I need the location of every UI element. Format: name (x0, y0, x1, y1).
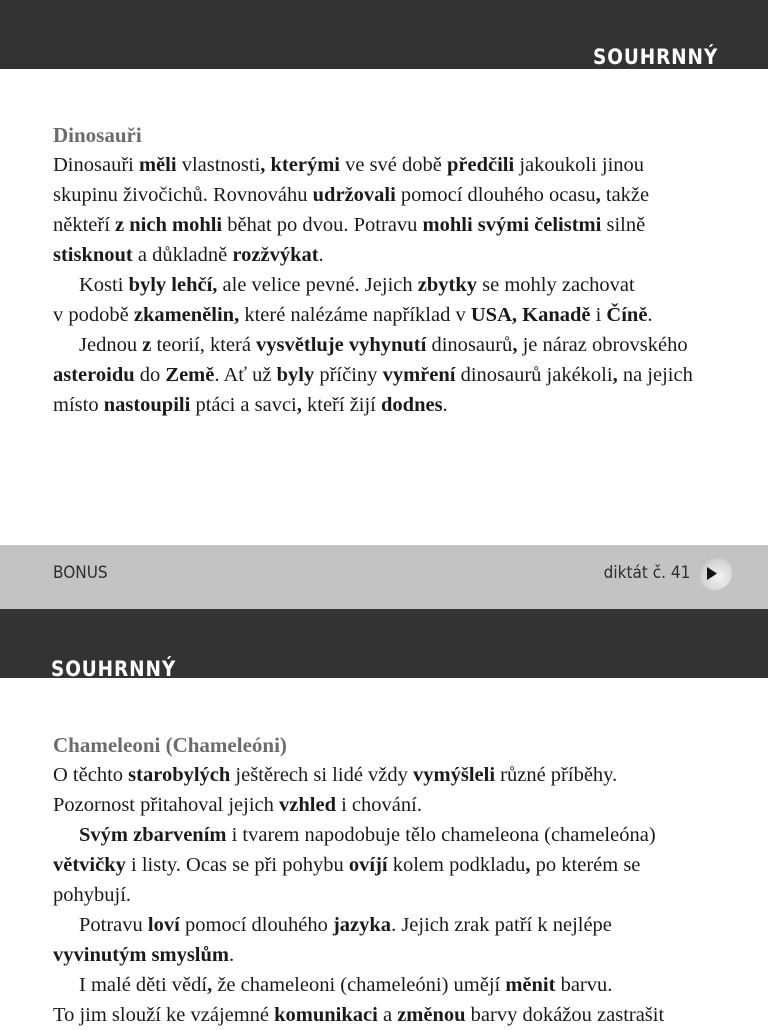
text-run: ještěrech si lidé vždy (230, 764, 414, 786)
dictation-label: diktát č. 41 (603, 563, 690, 583)
text-run: do (134, 364, 166, 386)
text-run: takže (600, 184, 650, 206)
text-run: To jim slouží ke vzájemné (53, 1004, 275, 1026)
bold-text: zkamenělin, (133, 304, 240, 326)
text-line (53, 270, 743, 300)
bold-text: z nich mohli (115, 214, 223, 236)
top-header-bar (0, 0, 768, 69)
text-run: dinosaurů jakékoli (455, 364, 613, 386)
text-line (53, 150, 743, 180)
text-run: po kterém se (530, 854, 641, 876)
bold-text: stisknout (53, 244, 133, 266)
bonus-bar (0, 545, 768, 609)
text-run: kteří žijí (301, 394, 382, 416)
bold-text: vymýšleli (413, 764, 496, 786)
text-run: Dinosauři (53, 154, 139, 176)
bold-text: zbytky (417, 274, 477, 296)
text-run: i listy. Ocas se při pohybu (125, 854, 349, 876)
text-line (53, 330, 743, 360)
text-run: které nalézáme například v (239, 304, 471, 326)
bold-text: měnit (505, 974, 556, 996)
text-line (53, 880, 743, 910)
text-line (53, 300, 743, 330)
text-line (53, 760, 743, 790)
play-icon[interactable] (698, 556, 732, 590)
bold-text: vyvinutým smyslům (53, 944, 229, 966)
text-run: jakoukoli jinou (514, 154, 645, 176)
bold-text: jazyka (332, 914, 392, 936)
text-run: ptáci a savci (190, 394, 297, 416)
bold-text: ovíjí (348, 854, 388, 876)
text-run: kolem podkladu (387, 854, 526, 876)
bonus-label: BONUS (53, 563, 108, 583)
bold-text: loví (147, 914, 180, 936)
bold-text: asteroidu (53, 364, 135, 386)
text-run: Kosti (79, 274, 129, 296)
bold-text: Země (165, 364, 215, 386)
bold-text: , (296, 394, 302, 416)
text-line (53, 210, 743, 240)
section-title: Dinosauři (53, 123, 142, 147)
dinosaurs-section (53, 120, 743, 420)
text-run: dinosaurů (426, 334, 513, 356)
text-line (53, 390, 743, 420)
text-run: . (442, 394, 448, 416)
text-run: I malé děti vědí (79, 974, 208, 996)
bold-text: vymření (382, 364, 456, 386)
text-run: Potravu (79, 914, 148, 936)
bold-text: starobylých (128, 764, 231, 786)
text-run: Pozornost přitahoval jejich (53, 794, 280, 816)
text-line (53, 180, 743, 210)
text-run: ale velice pevné. Jejich (217, 274, 418, 296)
text-run: . (647, 304, 653, 326)
text-run: barvy dokážou zastrašit (465, 1004, 665, 1026)
bold-text: dodnes (381, 394, 443, 416)
section-body (53, 150, 743, 420)
text-run: někteří (53, 214, 116, 236)
header-title: SOUHRNNÝ (51, 657, 177, 681)
text-run: pomocí dlouhého ocasu (395, 184, 596, 206)
header-title: SOUHRNNÝ (592, 45, 718, 69)
bold-text: , (612, 364, 618, 386)
text-line (53, 790, 743, 820)
text-run: . (228, 944, 235, 966)
bold-text: mohli svými čelistmi (422, 214, 602, 236)
text-line (53, 240, 743, 270)
bold-text: , (595, 184, 601, 206)
text-run: ve své době (339, 154, 448, 176)
text-run: a (377, 1004, 398, 1026)
bold-text: komunikaci (274, 1004, 378, 1026)
bold-text: větvičky (53, 854, 126, 876)
bold-text: rozžvýkat (232, 244, 319, 266)
section-body (53, 760, 743, 1030)
chameleons-section (53, 730, 743, 1030)
text-run: místo (53, 394, 104, 416)
text-run: v podobě (53, 304, 134, 326)
bold-text: , (525, 854, 531, 876)
bold-text: změnou (397, 1004, 466, 1026)
text-run: . Ať už (214, 364, 277, 386)
text-run: Jednou (79, 334, 143, 356)
text-line (53, 850, 743, 880)
bold-text: , (207, 974, 213, 996)
bold-text: , kterými (260, 154, 340, 176)
bottom-header-bar (0, 609, 768, 681)
text-run: vlastnosti (176, 154, 261, 176)
bold-text: předčili (447, 154, 515, 176)
bold-text: byly lehčí, (128, 274, 218, 296)
text-run: se mohly zachovat (477, 274, 635, 296)
bold-text: Svým zbarvením (79, 824, 227, 846)
bold-text: měli (138, 154, 177, 176)
text-run: různé příběhy. (495, 764, 618, 786)
text-line (53, 910, 743, 940)
text-run: na jejich (617, 364, 693, 386)
text-line (53, 970, 743, 1000)
text-run: silně (601, 214, 646, 236)
bold-text: Číně (606, 304, 648, 326)
bold-text: byly (276, 364, 315, 386)
text-line (53, 820, 743, 850)
text-run: pohybují. (53, 884, 132, 906)
bold-text: vzhled (279, 794, 336, 816)
bold-text: , (512, 334, 518, 356)
bold-text: nastoupili (103, 394, 191, 416)
text-run: . (318, 244, 324, 266)
bold-text: udržovali (312, 184, 396, 206)
text-run: je náraz obrovského (517, 334, 688, 356)
text-line (53, 360, 743, 390)
dictation-link[interactable] (594, 556, 732, 590)
text-run: příčiny (314, 364, 383, 386)
text-run: a důkladně (132, 244, 233, 266)
section-title: Chameleoni (Chameleóni) (53, 733, 287, 757)
text-line (53, 1000, 743, 1030)
text-run: O těchto (53, 764, 129, 786)
text-run: pomocí dlouhého (179, 914, 333, 936)
bold-text: USA, Kanadě (470, 304, 591, 326)
text-run: že chameleoni (chameleóni) umějí (212, 974, 506, 996)
text-run: barvu. (555, 974, 613, 996)
text-run: i (590, 304, 607, 326)
text-line (53, 940, 743, 970)
text-run: i tvarem napodobuje tělo chameleona (chameleóna) (226, 824, 656, 846)
text-run: teorií, která (151, 334, 257, 356)
text-run: . Jejich zrak patří k nejlépe (391, 914, 612, 936)
bold-text: vysvětluje vyhynutí (256, 334, 427, 356)
text-run: skupinu živočichů. Rovnováhu (53, 184, 313, 206)
bold-text: z (142, 334, 152, 356)
text-run: běhat po dvou. Potravu (222, 214, 423, 236)
text-run: i chování. (335, 794, 422, 816)
